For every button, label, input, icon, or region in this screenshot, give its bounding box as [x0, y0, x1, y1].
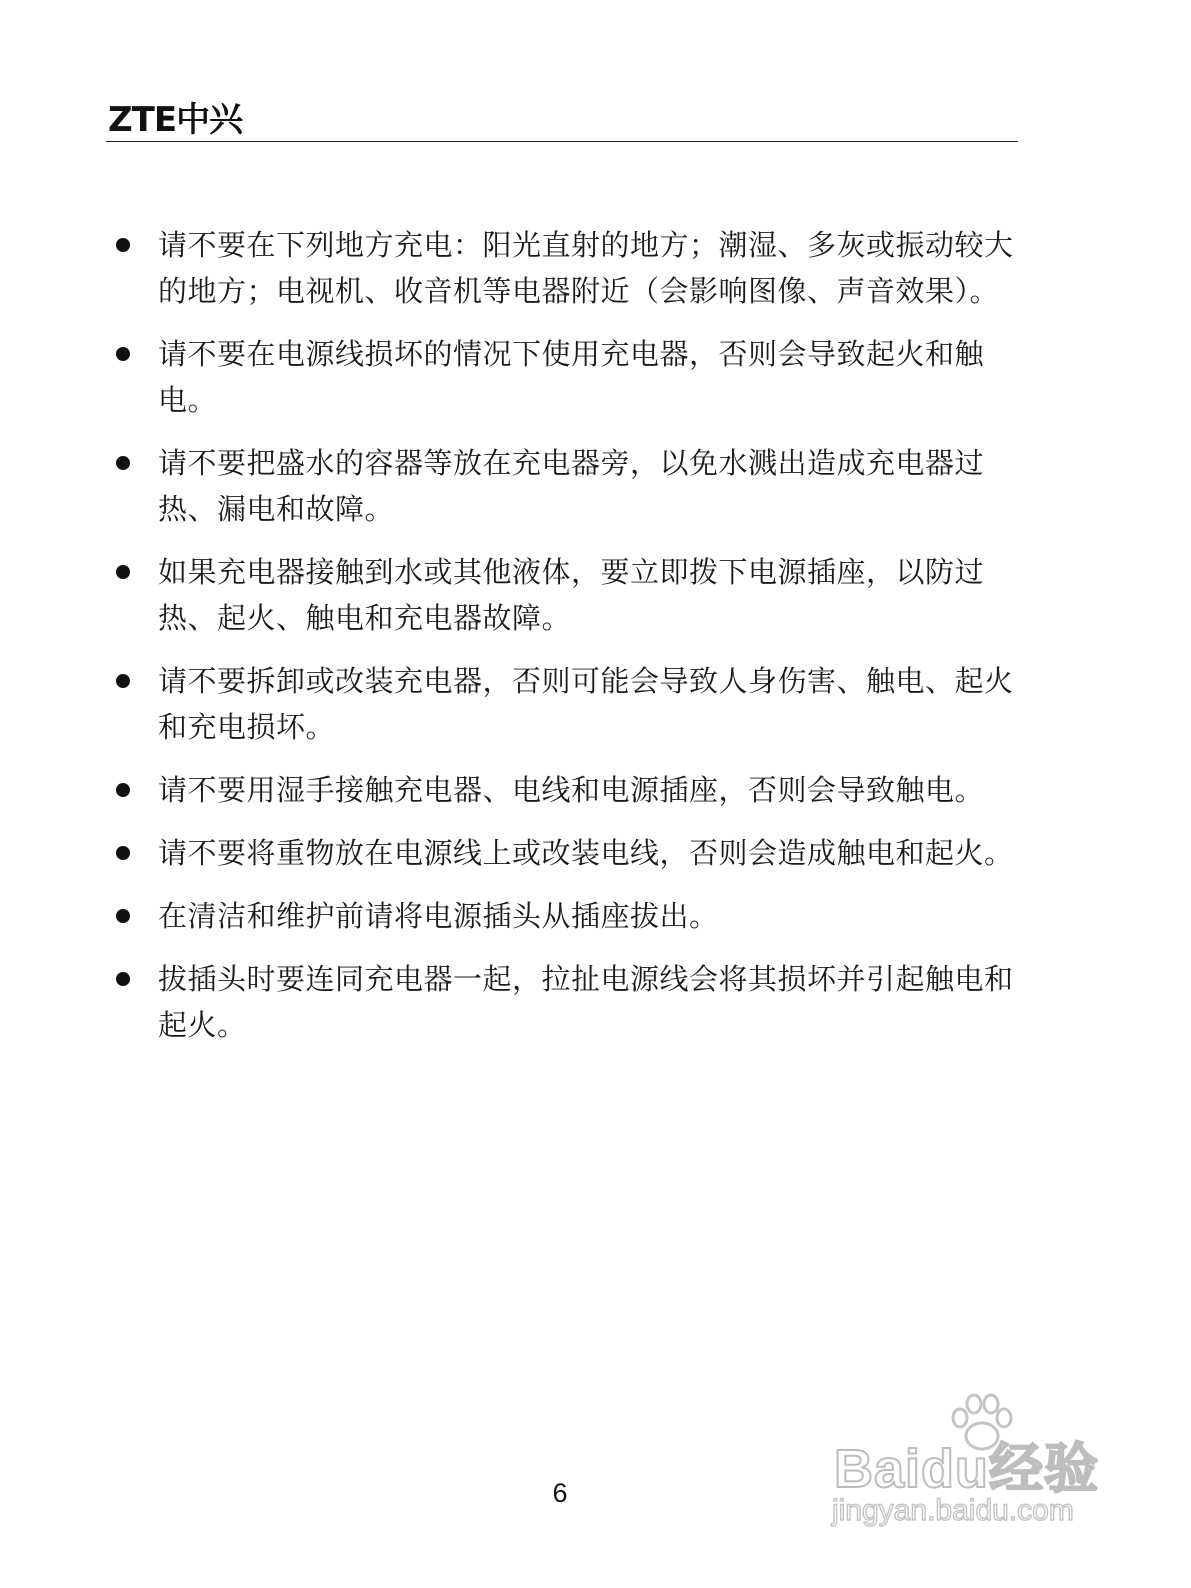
list-item: [108, 893, 1018, 939]
list-item-text: 请不要将重物放在电源线上或改装电线，否则会造成触电和起火。: [158, 836, 1014, 870]
brand-logo: ZTE中兴: [108, 100, 243, 140]
bullet-icon: [116, 909, 130, 923]
list-item-text: 如果充电器接触到水或其他液体，要立即拨下电源插座，以防过热、起火、触电和充电器故障。: [158, 555, 985, 635]
list-item-text: 请不要在电源线损坏的情况下使用充电器，否则会导致起火和触电。: [158, 337, 985, 417]
bullet-icon: [116, 972, 130, 986]
page-number: 6: [552, 1478, 568, 1508]
list-item-text: 请不要在下列地方充电：阳光直射的地方；潮湿、多灰或振动较大的地方；电视机、收音机等电器附近（会影响图像、声音效果）。: [158, 228, 1014, 308]
bullet-icon: [116, 456, 130, 470]
bullet-icon: [116, 347, 130, 361]
list-item: [108, 549, 1018, 641]
list-item-text: 请不要拆卸或改装充电器，否则可能会导致人身伤害、触电、起火和充电损坏。: [158, 664, 1014, 744]
watermark-logo-text: Baidu经验: [834, 1439, 1100, 1499]
list-item: [108, 440, 1018, 532]
bullet-icon: [116, 783, 130, 797]
bullet-icon: [116, 565, 130, 579]
list-item-text: 请不要把盛水的容器等放在充电器旁，以免水溅出造成充电器过热、漏电和故障。: [158, 446, 985, 526]
list-item: [108, 956, 1018, 1048]
header-divider: [106, 141, 1018, 142]
list-item: [108, 767, 1018, 813]
list-item-text: 在清洁和维护前请将电源插头从插座拔出。: [158, 899, 719, 933]
list-item: [108, 331, 1018, 423]
list-item-text: 请不要用湿手接触充电器、电线和电源插座，否则会导致触电。: [158, 773, 985, 807]
safety-instructions-list: [108, 222, 1018, 1065]
bullet-icon: [116, 674, 130, 688]
bullet-icon: [116, 846, 130, 860]
bullet-icon: [116, 238, 130, 252]
list-item-text: 拔插头时要连同充电器一起，拉扯电源线会将其损坏并引起触电和起火。: [158, 962, 1014, 1042]
list-item: [108, 830, 1018, 876]
watermark-url: jingyan.baidu.com: [832, 1494, 1074, 1527]
baidu-watermark: [830, 1388, 1110, 1538]
list-item: [108, 658, 1018, 750]
list-item: [108, 222, 1018, 314]
